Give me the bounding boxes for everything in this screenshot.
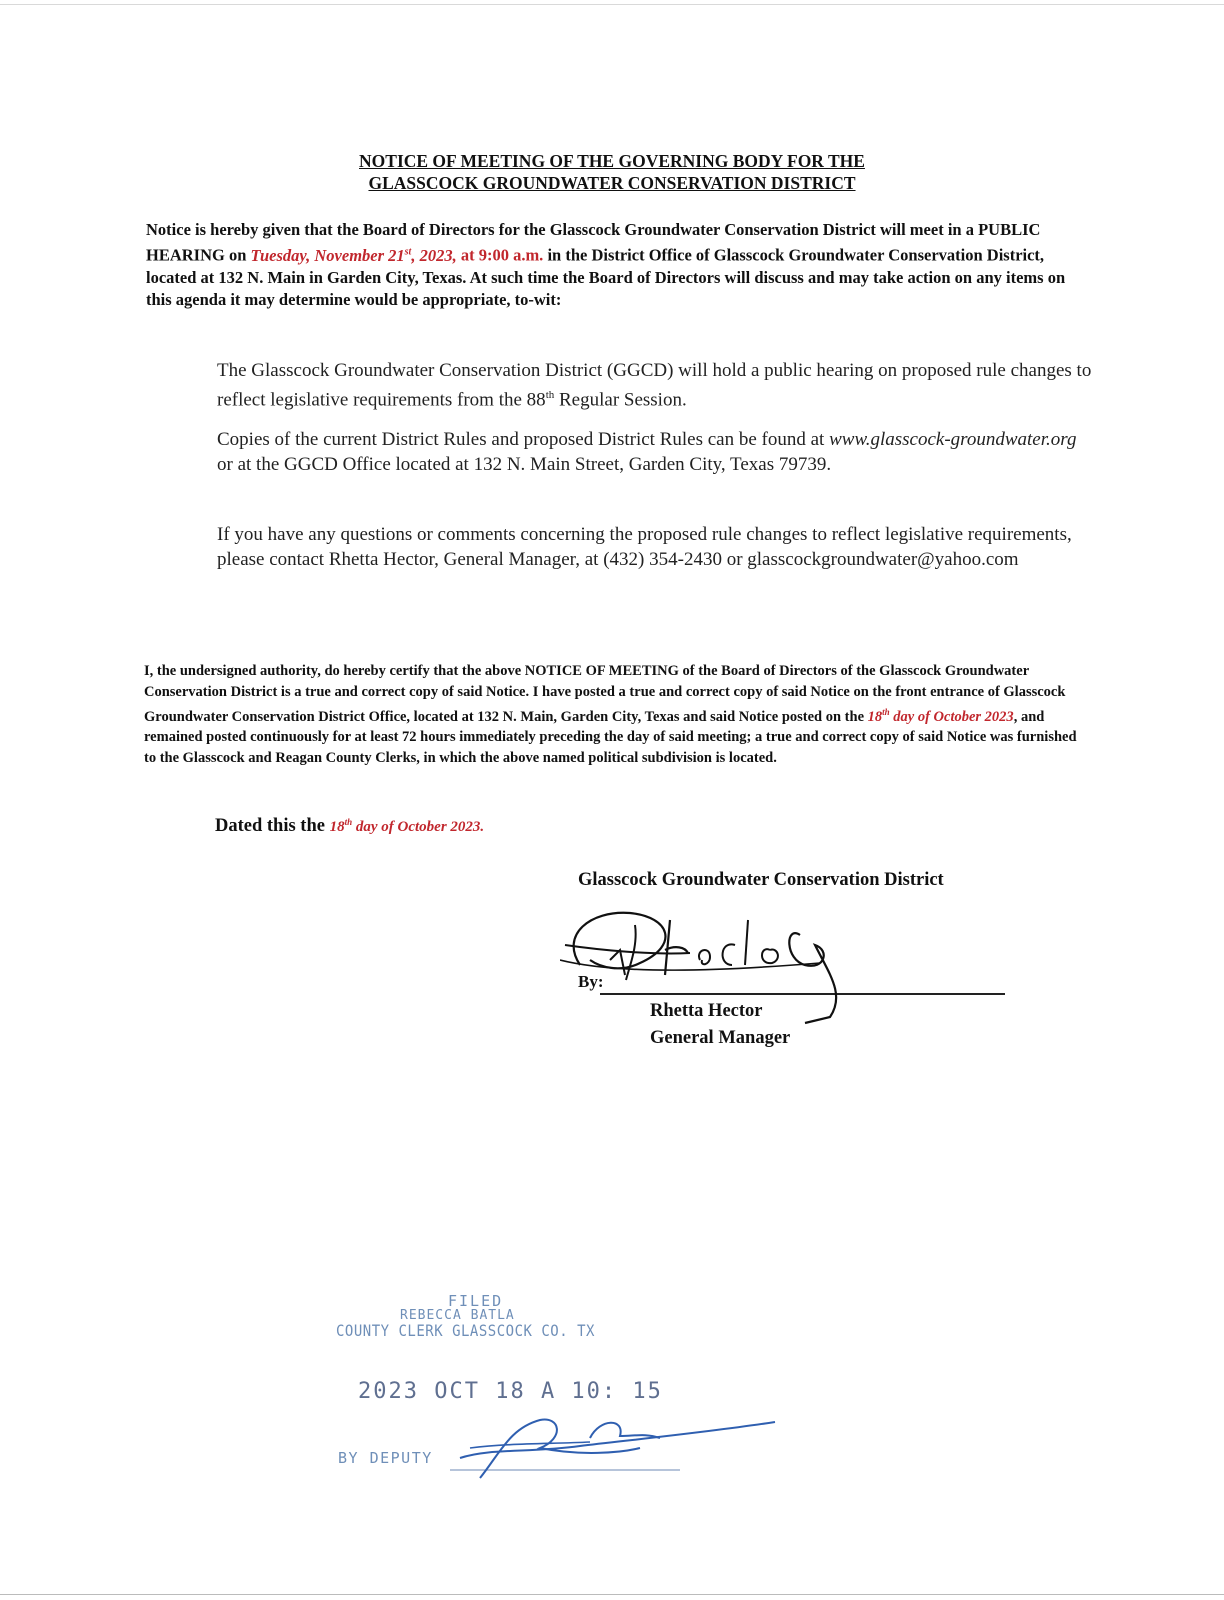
intro-paragraph (146, 219, 1081, 311)
hearing-sup: th (545, 389, 555, 401)
intro-text-1: Notice is hereby given that the Board of Directors for the Glasscock Groundwater Conservation District will meet in a PUBLIC HEARING on (146, 220, 1041, 265)
notice-title (0, 150, 1224, 194)
stamp-datetime: 2023 OCT 18 A 10: 15 (358, 1379, 663, 1404)
meeting-time: at 9:00 a.m. (456, 245, 544, 265)
dated-label: Dated this the (215, 816, 330, 836)
deputy-signature (430, 1408, 790, 1488)
stamp-filed: FILED (448, 1292, 504, 1310)
page-bottom-rule (0, 1594, 1224, 1595)
hearing-text-end: Regular Session. (554, 389, 687, 411)
intro-text-2: in the District Office of Glasscock Groundwater Conservation District, located at 132 N. Main in Garden City, Texas. At such time the Board of Directors will discuss and may take action on any items on this agenda it may determine would be appropriate, to-wit: (146, 245, 1066, 309)
dated-date (330, 819, 485, 835)
handwritten-signature (560, 905, 860, 1045)
signer-title: General Manager (650, 1028, 791, 1048)
hearing-paragraph (217, 358, 1097, 412)
posted-rest: day of October 2023 (889, 708, 1014, 725)
posted-day: 18 (867, 708, 883, 725)
certification-text: I, the undersigned authority, do hereby certify that the above NOTICE OF MEETING of the Board of Directors of the Glasscock Groundwater Conservation District is a true and correct copy of said Notice. I have posted a true and correct copy of said Notice on the front entrance of Glasscock Groundwater Conservation District Office, located at 132 N. Main, Garden City, Texas and said Notice posted on the (144, 663, 1066, 725)
posted-date (868, 709, 1014, 725)
rules-copies-text-end: or at the GGCD Office located at 132 N. Main Street, Garden City, Texas 79739. (217, 454, 832, 475)
dated-day: 18 (329, 819, 345, 835)
posted-sup: th (882, 707, 890, 717)
rules-copies-paragraph (217, 427, 1097, 477)
contact-paragraph: If you have any questions or comments concerning the proposed rule changes to reflect legislative requirements, please contact Rhetta Hector, General Manager, at (432) 354-2430 or glasscockgroundwater@yahoo.com (217, 524, 1072, 570)
dated-rest: day of October 2023. (352, 819, 485, 835)
signer-name: Rhetta Hector (650, 1001, 763, 1021)
hearing-text: The Glasscock Groundwater Conservation District (GGCD) will hold a public hearing on proposed rule changes to reflect legislative requirements from the 88 (217, 360, 1092, 411)
certification-paragraph (144, 661, 1084, 768)
organization-name: Glasscock Groundwater Conservation District (578, 870, 944, 890)
meeting-date (251, 246, 457, 265)
notice-title-line2: GLASSCOCK GROUNDWATER CONSERVATION DISTRICT (368, 173, 856, 193)
stamp-clerk-name: REBECCA BATLA (400, 1308, 515, 1323)
filing-stamp (330, 1292, 770, 1482)
notice-title-line1: NOTICE OF MEETING OF THE GOVERNING BODY FOR THE (359, 151, 865, 171)
meeting-date-year: , 2023, (411, 245, 457, 265)
by-label: By: (578, 972, 604, 991)
stamp-clerk-office: COUNTY CLERK GLASSCOCK CO. TX (336, 1322, 595, 1341)
meeting-date-sup: st (404, 246, 412, 257)
rules-copies-text: Copies of the current District Rules and proposed District Rules can be found at (217, 429, 830, 450)
certification-text-end: , and remained posted continuously for at least 72 hours immediately preceding the day of said meeting; a true and correct copy of said Notice was furnished to the Glasscock and Reagan County Clerks, in which the above named political subdivision is located. (144, 708, 1077, 766)
page-top-rule (0, 4, 1224, 5)
dated-sup: th (344, 817, 353, 827)
district-website-link[interactable]: www.glasscock-groundwater.org (829, 429, 1077, 450)
stamp-deputy-label: BY DEPUTY (338, 1449, 433, 1467)
dated-line (215, 816, 484, 837)
meeting-date-main: Tuesday, November 21 (250, 245, 405, 265)
